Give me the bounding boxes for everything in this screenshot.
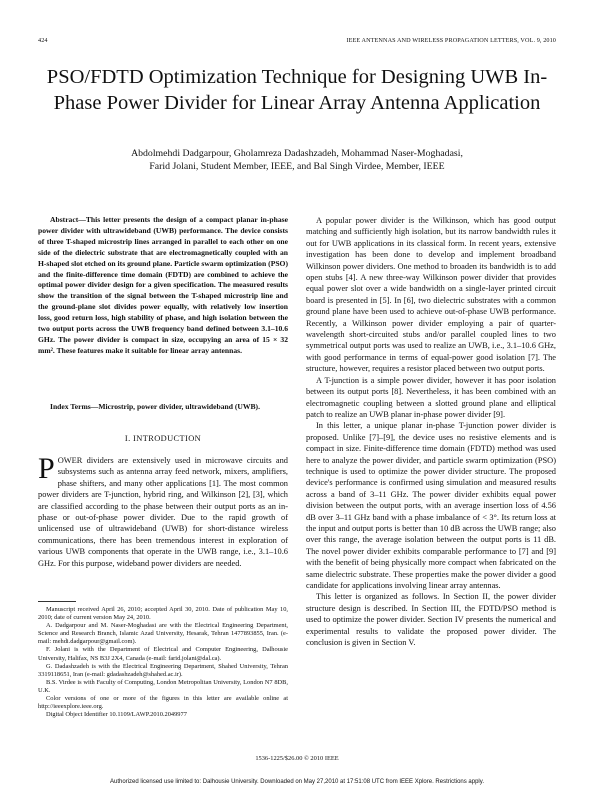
footnote: G. Dadashzadeh is with the Electrical Engineering Department, Shahed University, Tehran 3319118651, Iran (e-mail: gdadashzadeh@shahed.ac.ir). — [38, 662, 288, 678]
footnote: F. Jolani is with the Department of Electrical and Computer Engineering, Dalhousie University, Halifax, NS B3J 2X4, Canada (e-mail: farid.jolani@dal.ca). — [38, 646, 288, 662]
index-terms: Index Terms—Microstrip, power divider, ultrawideband (UWB). — [50, 402, 260, 411]
body-paragraph: This letter is organized as follows. In Section II, the power divider structure design is described. In Section III, the FDTD/PSO method is used to optimize the power divider. Section IV presents the numerical and experimental results to validate the proposed power divider. The conclusion is given in Section V. — [306, 592, 556, 648]
drop-cap: P — [38, 452, 55, 485]
footnote: Digital Object Identifier 10.1109/LAWP.2010.2049977 — [46, 711, 187, 719]
introduction-text: OWER dividers are extensively used in microwave circuits and subsystems such as antenna array feed network, mixers, amplifiers, phase shifters, and many other applications [1]. The most common power dividers are T-junction, hybrid ring, and Wilkinson [2], [3], which are classified according to the phase between their output ports as an in-phase or out-of-phase power divider. Due to the rapid growth of unlicensed use of ultrawideband (UWB) for short-distance wireless communications, there has been tremendous interest in exploration of various UWB components that operate in the UWB range, i.e., 3.1–10.6 GHz. For this purpose, wideband power dividers are needed. — [38, 456, 288, 568]
author-line-2: Farid Jolani, Student Member, IEEE, and Bal Singh Virdee, Member, IEEE — [149, 160, 445, 172]
page-header — [38, 37, 556, 44]
journal-name: IEEE ANTENNAS AND WIRELESS PROPAGATION LETTERS, VOL. 9, 2010 — [346, 37, 556, 44]
copyright-line: 1536-1225/$26.00 © 2010 IEEE — [255, 755, 339, 762]
right-column — [306, 215, 556, 648]
body-paragraph: A popular power divider is the Wilkinson, which has good output matching and sufficiently high isolation, but its narrow bandwidth rules it out for UWB applications in its classical form. In recent years, extensive investigation has been done to develop and implement broadband Wilkinson power dividers. One method to broaden its bandwidth is to add open stubs [4]. A new three-way Wilkinson power divider that provides equal power slot over a wide bandwidth on a single-layer printed circuit board is presented in [5]. In [6], two dielectric substrates with a common ground plane have been used to achieve out-of-phase UWB performance. Recently, a Wilkinson power divider employing a pair of quarter-wavelength short-circuited stubs and/or parallel coupled lines to two symmetrical output ports was used to realize an UWB, i.e., 3.1–10.6 GHz, with good performance in terms of equal-power good isolation [7]. The structure, however, requires a resistor placed between two output ports. — [306, 216, 556, 374]
author-list — [60, 148, 534, 173]
body-paragraph: A T-junction is a simple power divider, however it has poor isolation between its output ports [8]. Nevertheless, it has been combined with an electromagnetic coupling between a slotted ground plane and elliptical patch to realize an UWB planar in-phase power divider [9]. — [306, 375, 556, 419]
license-notice: Authorized licensed use limited to: Dalhousie University. Downloaded on May 27,2010 at 17:51:08 UTC from IEEE Xplore. Restrictions apply. — [110, 779, 484, 785]
footnote: A. Dadgarpour and M. Naser-Moghadasi are with the Electrical Engineering Department, Science and Research Branch, Islamic Azad University, Hesarak, Tehran 1477893855, Iran. (e-mail: mehdi.dadgarpour@gmail.com). — [38, 622, 288, 646]
footnote-divider — [38, 601, 76, 602]
footnote: B.S. Virdee is with Faculty of Computing, London Metropolitan University, London N7 8DB, U.K. — [38, 678, 288, 694]
page-number: 424 — [38, 37, 48, 44]
section-heading-introduction: I. INTRODUCTION — [124, 434, 202, 443]
body-paragraph: In this letter, a unique planar in-phase T-junction power divider is proposed. Unlike [7]–[9], the device uses no resistive elements and is compact in size. Finite-difference time domain (FDTD) method was used here to analyze the power divider, and particle swarm optimization (PSO) technique is used to optimize the power divider structure. The proposed device's performance is confirmed using simulation and measured results across a band of 3–11 GHz. The power divider exhibits equal power division between the output ports, with an average insertion loss of 4.56 dB over 3–11 GHz band with a phase imbalance of < 3°. Its return loss at the input and output ports is better than 10 dB across the UWB range; also over this range, the average isolation between the output ports is 11 dB. The novel power divider exhibits comparable performance to [7] and [9] with the benefit of being physically more compact when fabricated on the same dielectric substrate. These properties make the power divider a good candidate for applications involving linear array antennas. — [306, 421, 556, 590]
author-line-1: Abdolmehdi Dadgarpour, Gholamreza Dadashzadeh, Mohammad Naser-Moghadasi, — [131, 148, 463, 159]
footnote: Manuscript received April 26, 2010; accepted April 30, 2010. Date of publication May 10, 2010; date of current version May 24, 2010. — [38, 606, 288, 622]
paper-title: PSO/FDTD Optimization Technique for Designing UWB In-Phase Power Divider for Linear Array Antenna Application — [46, 66, 548, 114]
abstract: Abstract—This letter presents the design of a compact planar in-phase power divider with ultrawideband (UWB) performance. The device consists of three T-shaped microstrip lines arranged in parallel to each other on one side of the dielectric substrate that are electromagnetically coupled with an H-shaped slot etched on its ground plane. Particle swarm optimization (PSO) and the finite-difference time domain (FDTD) are combined to achieve the optimal power divider design for a given specification. The measured results show the transition of the signal between the T-shaped microstrip line and the ground-plane slot divides power equally, with relatively low insertion loss, good return loss, high stability of phase, and high isolation between the two output ports across the UWB frequency band defined between 3.1–10.6 GHz. The power divider is compact in size, occupying an area of 15 × 32 mm². These features make it suitable for linear array antennas. — [38, 215, 288, 355]
footnote: Color versions of one or more of the figures in this letter are available online at http://ieeexplore.ieee.org. — [38, 695, 288, 711]
footnotes — [38, 606, 288, 719]
introduction-paragraph — [38, 452, 288, 569]
